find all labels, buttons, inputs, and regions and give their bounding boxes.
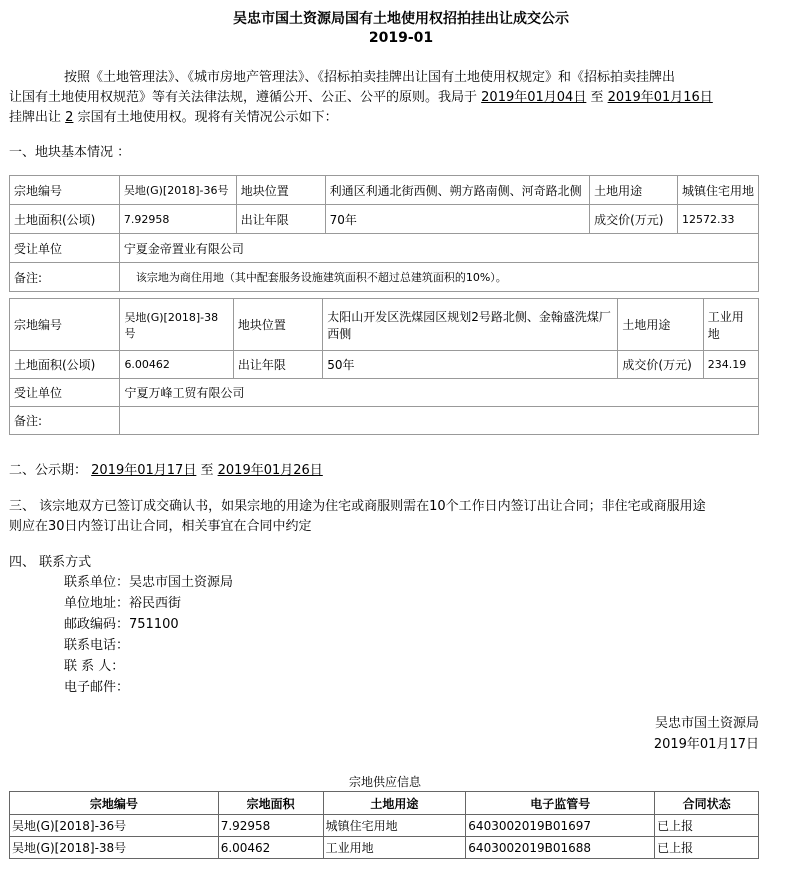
intro-line-1: 按照《土地管理法》、《城市房地产管理法》、《招标拍卖挂牌出让国有土地使用权规定》和《招标拍卖挂牌出 [64,70,676,85]
contact-person: 联 系 人： [64,659,125,674]
supply-table [9,791,759,859]
contact-email: 电子邮件： [64,680,130,695]
table-row [10,176,759,205]
supply-header: 宗地面积 [218,792,323,815]
parcel-use: 工业用地 [703,299,758,351]
label-term: 出让年限 [233,351,322,379]
section-2: 二、公示期： 2019年01月17日 至 2019年01月26日 [9,463,323,478]
supply-header: 土地用途 [323,792,466,815]
table-row [10,299,759,351]
supply-cell: 6403002019B01697 [466,815,655,837]
label-location: 地块位置 [236,176,325,205]
parcel-area: 6.00462 [120,351,233,379]
supply-cell: 吴地(G)[2018]-36号 [10,815,219,837]
intro-line-3: 挂牌出让 2 宗国有土地使用权。现将有关情况公示如下： [9,110,338,125]
parcel-remark: 该宗地为商住用地（其中配套服务设施建筑面积不超过总建筑面积的10%）。 [119,263,758,292]
supply-header: 合同状态 [655,792,759,815]
section-3-line-2: 则应在30日内签订出让合同，相关事宜在合同中约定 [9,519,312,534]
section-3-line-1: 三、 该宗地双方已签订成交确认书，如果宗地的用途为住宅或商服则需在10个工作日内签订出让合同；非住宅或商服用途 [9,499,706,514]
table-row [10,234,759,263]
parcel-table-1 [9,175,759,292]
parcel-use: 城镇住宅用地 [678,176,759,205]
publicity-end: 2019年01月26日 [217,463,323,478]
label-buyer: 受让单位 [10,379,120,407]
parcel-price: 12572.33 [678,205,759,234]
supply-cell: 工业用地 [323,837,466,859]
supply-caption: 宗地供应信息 [348,775,421,789]
label-remark: 备注: [10,407,120,435]
label-area: 土地面积(公顷) [10,351,120,379]
label-price: 成交价(万元) [590,205,678,234]
table-row [10,407,759,435]
parcel-table-2 [9,298,759,435]
parcel-remark [120,407,759,435]
supply-cell: 7.92958 [218,815,323,837]
contact-postcode: 邮政编码：751100 [64,617,179,632]
supply-cell: 已上报 [655,837,759,859]
intro-date-start: 2019年01月04日 [481,90,587,105]
page-title: 吴忠市国土资源局国有土地使用权招拍挂出让成交公示 [233,11,569,27]
parcel-area: 7.92958 [119,205,236,234]
label-remark: 备注: [10,263,120,292]
parcel-term: 50年 [323,351,618,379]
label-location: 地块位置 [233,299,322,351]
label-price: 成交价(万元) [618,351,703,379]
parcel-no: 吴地(G)[2018]-38号 [120,299,233,351]
supply-cell: 吴地(G)[2018]-38号 [10,837,219,859]
label-use: 土地用途 [618,299,703,351]
table-row [10,379,759,407]
signature-org: 吴忠市国土资源局 [654,716,759,731]
parcel-count: 2 [65,110,74,125]
label-term: 出让年限 [236,205,325,234]
label-area: 土地面积(公顷) [10,205,120,234]
supply-header: 宗地编号 [10,792,219,815]
publicity-start: 2019年01月17日 [91,463,197,478]
parcel-term: 70年 [325,205,590,234]
document-number: 2019-01 [368,30,434,46]
table-row [10,263,759,292]
contact-unit: 联系单位：吴忠市国土资源局 [64,575,234,590]
label-parcel-no: 宗地编号 [10,299,120,351]
table-row [10,351,759,379]
table-row [10,815,759,837]
contact-phone: 联系电话： [64,638,130,653]
label-parcel-no: 宗地编号 [10,176,120,205]
supply-cell: 城镇住宅用地 [323,815,466,837]
parcel-location: 太阳山开发区洗煤园区规划2号路北侧、金翰盛洗煤厂西侧 [323,299,618,351]
parcel-price: 234.19 [703,351,758,379]
table-header-row [10,792,759,815]
supply-cell: 6403002019B01688 [466,837,655,859]
supply-cell: 6.00462 [218,837,323,859]
parcel-buyer: 宁夏万峰工贸有限公司 [120,379,759,407]
label-buyer: 受让单位 [10,234,120,263]
label-use: 土地用途 [590,176,678,205]
intro-line-2: 让国有土地使用权规范》等有关法律法规，遵循公开、公正、公平的原则。我局于 2019年01月04日 至 2019年01月16日 [9,90,713,105]
parcel-location: 利通区利通北街西侧、朔方路南侧、河奇路北侧 [325,176,590,205]
table-row [10,205,759,234]
table-row [10,837,759,859]
signature-date: 2019年01月17日 [653,737,759,752]
intro-date-end: 2019年01月16日 [607,90,713,105]
supply-header: 电子监管号 [466,792,655,815]
parcel-no: 吴地(G)[2018]-36号 [119,176,236,205]
parcel-buyer: 宁夏金帝置业有限公司 [119,234,758,263]
section-1-heading: 一、地块基本情况 ： [9,145,131,160]
supply-cell: 已上报 [655,815,759,837]
section-4-heading: 四、 联系方式 [9,555,92,570]
contact-address: 单位地址：裕民西街 [64,596,182,611]
